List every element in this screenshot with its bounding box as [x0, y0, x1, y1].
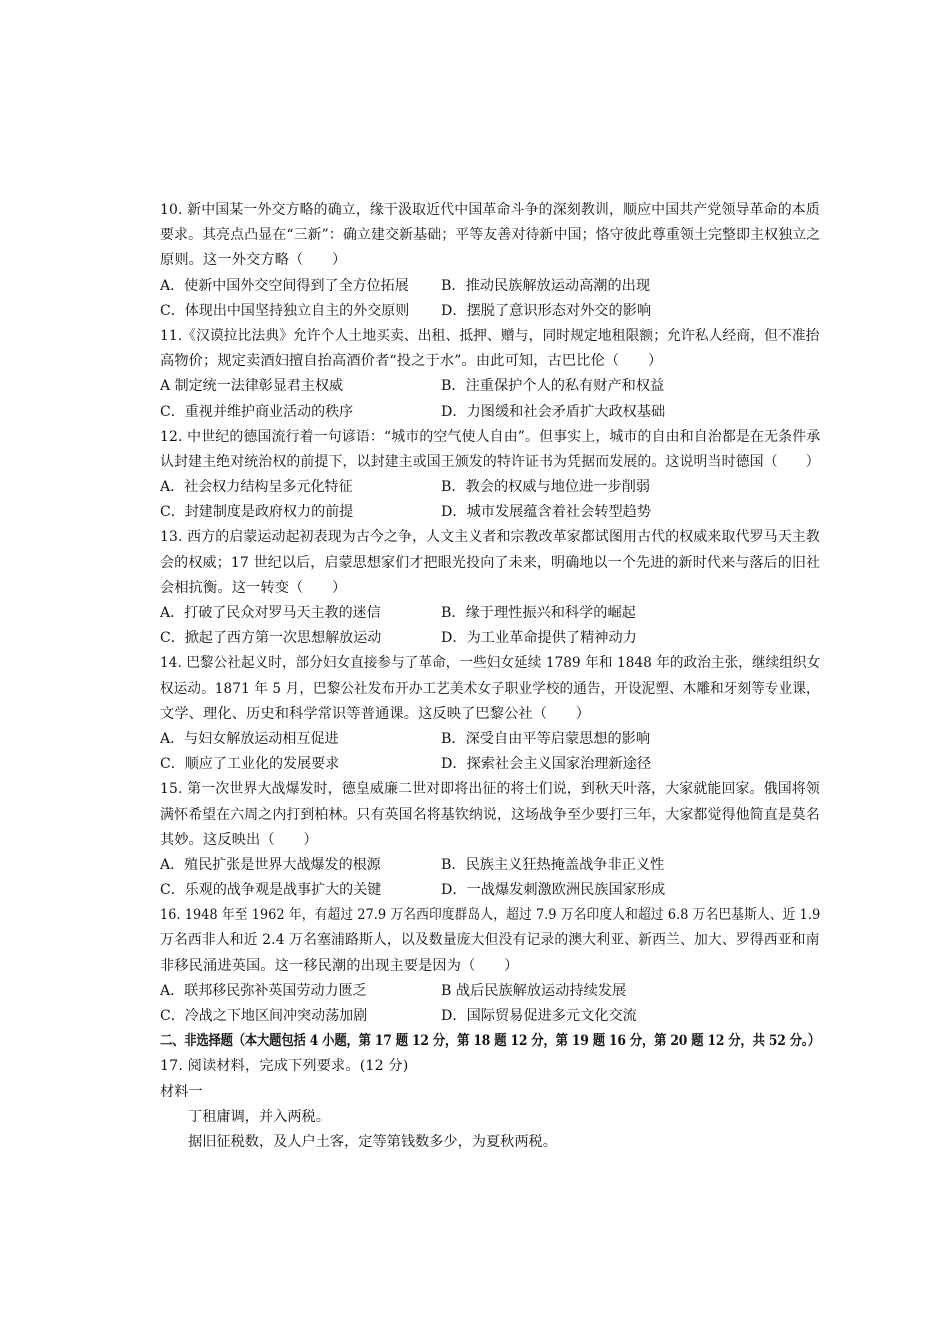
option-a: A 制定统一法律彰显君主权威: [160, 378, 344, 395]
question-15: [160, 777, 820, 903]
option-a: A．使新中国外交空间得到了全方位拓展: [160, 277, 409, 294]
question-stem-line: 其妙。这反映出（ ）: [160, 831, 318, 848]
question-stem-line: 16. 1948 年至 1962 年，有超过 27.9 万名西印度群岛人，超过 7.9 万名印度人和超过 6.8 万名巴基斯人、近 1.9: [160, 907, 821, 924]
material-line: 丁租庸调，并入两税。: [188, 1108, 330, 1125]
option-c: C．重视并维护商业活动的秩序: [160, 403, 354, 420]
option-c: C．顺应了工业化的发展要求: [160, 756, 340, 773]
question-stem-line: 12. 中世纪的德国流行着一句谚语：“城市的空气使人自由”。但事实上，城市的自由和自治都是在无条件承: [160, 428, 821, 445]
option-d: D．城市发展蕴含着社会转型趋势: [441, 504, 652, 521]
question-stem-line: 14. 巴黎公社起义时，部分妇女直接参与了革命，一些妇女延续 1789 年和 1848 年的政治主张，继续组织女: [160, 655, 821, 672]
option-d: D．国际贸易促进多元文化交流: [441, 1008, 637, 1024]
question-stem-line: 15. 第一次世界大战爆发时，德皇威廉二世对即将出征的将士们说，到秋天叶落，大家就能回家。俄国将领: [160, 781, 820, 798]
option-row: [160, 374, 820, 399]
question-stem-line: 高物价；规定卖酒妇擅自抬高酒价者“投之于水”。由此可知，古巴比伦（ ）: [160, 353, 663, 370]
option-b: B．注重保护个人的私有财产和权益: [441, 378, 665, 395]
option-b: B．缘于理性振兴和科学的崛起: [441, 605, 636, 621]
question-10: [160, 198, 820, 324]
question-stem-line: 满怀希望在六周之内打到柏林。只有英国名将基钦纳说，这场战争至少要打三年，大家都觉得他简直是莫名: [160, 806, 820, 823]
option-d: D．探索社会主义国家治理新途径: [441, 756, 652, 773]
option-d: D．力图缓和社会矛盾扩大政权基础: [441, 403, 666, 420]
option-b: B 战后民族解放运动持续发展: [441, 982, 627, 999]
question-13: [160, 525, 820, 651]
option-a: A．打破了民众对罗马天主教的迷信: [160, 605, 381, 621]
option-a: A．殖民扩张是世界大战爆发的根源: [160, 856, 381, 873]
option-b: B．教会的权威与地位进一步削弱: [441, 479, 651, 496]
option-b: B．推动民族解放运动高潮的出现: [441, 277, 651, 294]
question-stem-line: 11.《汉谟拉比法典》允许个人土地买卖、出租、抵押、赠与，同时规定地租限额；允许私人经商，但不准抬: [160, 327, 820, 344]
material-line: 据旧征税数，及人户土客，定等第钱数多少，为夏秋两税。: [188, 1133, 557, 1150]
option-b: B．深受自由平等启蒙思想的影响: [441, 730, 651, 747]
option-row: [160, 853, 820, 878]
question-14: [160, 651, 820, 777]
option-c: C．体现出中国坚持独立自主的外交原则: [160, 302, 410, 319]
option-row: [160, 626, 820, 651]
exam-page: [160, 198, 820, 1155]
option-d: D．一战爆发刺激欧洲民族国家形成: [441, 882, 666, 899]
option-a: A．社会权力结构呈多元化特征: [160, 479, 353, 496]
option-row: [160, 601, 820, 626]
question-stem-line: 非移民涌进英国。这一移民潮的出现主要是因为（ ）: [160, 957, 519, 974]
question-stem-line: 会的权威；17 世纪以后，启蒙思想家们才把眼光投向了未来，明确地以一个先进的新时代来与落后的旧社: [160, 554, 821, 571]
question-12: [160, 425, 820, 526]
question-stem-line: 文学、理化、历史和科学常识等普通课。这反映了巴黎公社（ ）: [160, 705, 591, 722]
option-c: C．乐观的战争观是战事扩大的关键: [160, 882, 382, 899]
question-stem-line: 认封建主绝对统治权的前提下，以封建主或国王颁发的特许证书为凭据而发展的。这说明当时德国（ ）: [160, 453, 820, 470]
option-row: [160, 878, 820, 903]
question-17-stem: 17. 阅读材料，完成下列要求。(12 分): [160, 1058, 409, 1075]
option-d: D．为工业革命提供了精神动力: [441, 630, 637, 647]
option-a: A．联邦移民弥补英国劳动力匮乏: [160, 982, 367, 999]
option-row: [160, 752, 820, 777]
option-row: [160, 400, 820, 425]
material-label: 材料一: [160, 1083, 203, 1100]
option-c: C．冷战之下地区间冲突动荡加剧: [160, 1008, 368, 1024]
option-row: [160, 299, 820, 324]
option-c: C．封建制度是政府权力的前提: [160, 504, 354, 521]
option-row: [160, 475, 820, 500]
option-b: B．民族主义狂热掩盖战争非正义性: [441, 856, 665, 873]
question-stem-line: 要求。其亮点凸显在“三新”：确立建交新基础；平等友善对待新中国；恪守彼此尊重领土完整即主权独立之: [160, 227, 821, 244]
question-stem-line: 原则。这一外交方略（ ）: [160, 252, 347, 269]
option-row: [160, 979, 820, 1004]
option-row: [160, 1004, 820, 1029]
question-16: [160, 903, 820, 1029]
option-row: [160, 274, 820, 299]
option-d: D．摆脱了意识形态对外交的影响: [441, 302, 652, 319]
option-row: [160, 500, 820, 525]
question-stem-line: 10. 新中国某一外交方略的确立，缘干汲取近代中国革命斗争的深刻教训，顺应中国共产党领导革命的本质: [160, 202, 820, 218]
question-stem-line: 13. 西方的启蒙运动起初表现为古今之争，人文主义者和宗教改革家都试图用古代的权威来取代罗马天主教: [160, 529, 820, 546]
question-stem-line: 万名西非人和近 2.4 万名塞浦路斯人，以及数量庞大但没有记录的澳大利亚、新西兰、加大、罗得西亚和南: [160, 932, 820, 949]
option-a: A．与妇女解放运动相互促进: [160, 730, 339, 747]
option-c: C．掀起了西方第一次思想解放运动: [160, 630, 382, 647]
question-stem-line: 会相抗衡。这一转变（ ）: [160, 579, 347, 596]
question-11: [160, 324, 820, 425]
section-heading: 二、非选择题（本大题包括 4 小题，第 17 题 12 分，第 18 题 12 分，第 19 题 16 分，第 20 题 12 分，共 52 分。）: [160, 1033, 821, 1050]
option-row: [160, 727, 820, 752]
question-stem-line: 权运动。1871 年 5 月，巴黎公社发布开办工艺美术女子职业学校的通告，开设泥塑、木雕和牙刻等专业课，: [160, 680, 820, 697]
